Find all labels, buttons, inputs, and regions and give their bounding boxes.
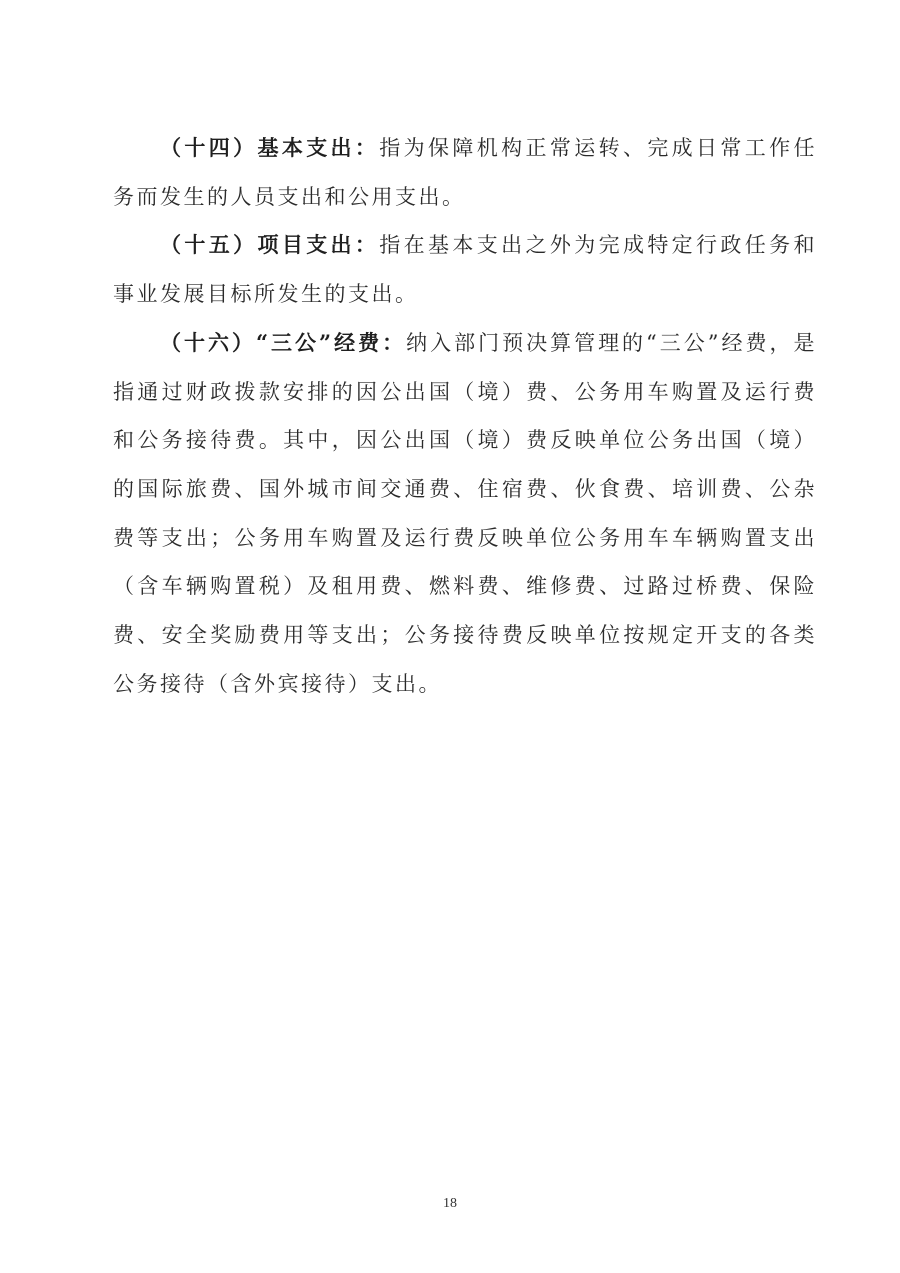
definition-project-expenditure: 指在基本支出之外为完成特定行政任务和事业发展目标所发生的支出。 <box>113 233 818 307</box>
paragraph-basic-expenditure <box>113 124 817 221</box>
body-text <box>113 124 817 708</box>
paragraph-project-expenditure <box>113 221 817 318</box>
term-basic-expenditure: （十四）基本支出： <box>160 135 380 160</box>
page-number: 18 <box>443 1196 457 1211</box>
paragraph-three-public-expenses <box>113 319 817 709</box>
term-project-expenditure: （十五）项目支出： <box>160 232 380 258</box>
definition-three-public-expenses: 纳入部门预决算管理的“三公”经费，是指通过财政拨款安排的因公出国（境）费、公务用车购置及运行费和公务接待费。其中，因公出国（境）费反映单位公务出国（境）的国际旅费、国外城市间交通费、住宿费、伙食费、培训费、公杂费等支出；公务用车购置及运行费反映单位公务用车车辆购置支出（含车辆购置税）及租用费、燃料费、维修费、过路过桥费、保险费、安全奖励费用等支出；公务接待费反映单位按规定开支的各类公务接待（含外宾接待）支出。 <box>113 330 817 696</box>
term-three-public-expenses: （十六）“三公”经费： <box>160 329 407 355</box>
definition-basic-expenditure: 指为保障机构正常运转、完成日常工作任务而发生的人员支出和公用支出。 <box>113 136 818 209</box>
